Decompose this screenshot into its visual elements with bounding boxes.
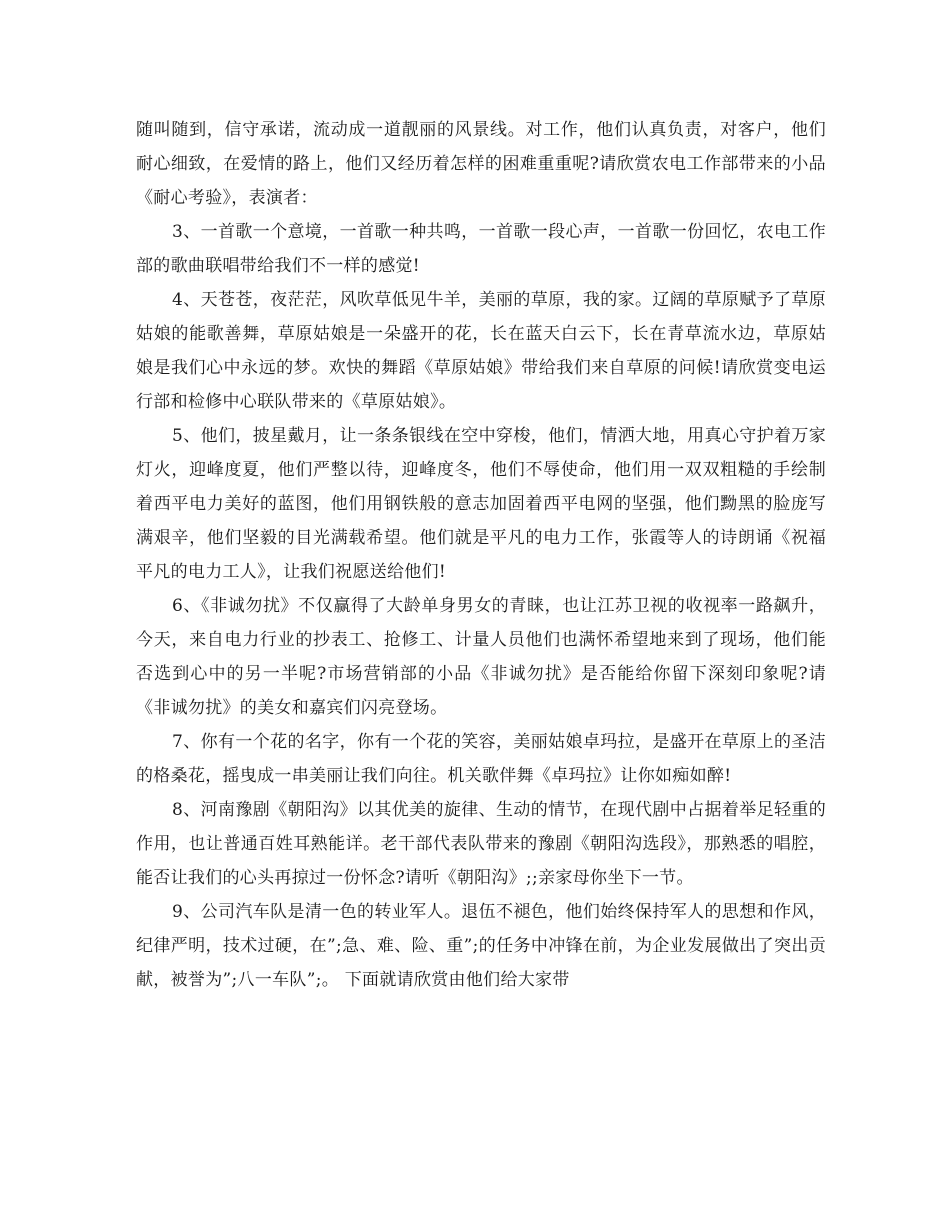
paragraph-7: 8、河南豫剧《朝阳沟》以其优美的旋律、生动的情节，在现代剧中占据着举足轻重的作用，也让普通百姓耳熟能详。老干部代表队带来的豫剧《朝阳沟选段》，那熟悉的唱腔，能否让我们的心头再掠过一份怀念?请听《朝阳沟》;;亲家母你坐下一节。	[136, 800, 826, 888]
paragraph-6: 7、你有一个花的名字，你有一个花的笑容，美丽姑娘卓玛拉，是盛开在草原上的圣洁的格桑花，摇曳成一串美丽让我们向往。机关歌伴舞《卓玛拉》让你如痴如醉!	[136, 732, 826, 786]
paragraph-3: 4、天苍苍，夜茫茫，风吹草低见牛羊，美丽的草原，我的家。辽阔的草原赋予了草原姑娘的能歌善舞，草原姑娘是一朵盛开的花，长在蓝天白云下，长在青草流水边，草原姑娘是我们心中永远的梦。欢快的舞蹈《草原姑娘》带给我们来自草原的问候!请欣赏变电运行部和检修中心联队带来的《草原姑娘》。	[136, 290, 826, 412]
paragraph-1: 随叫随到，信守承诺，流动成一道靓丽的风景线。对工作，他们认真负责，对客户，他们耐心细致，在爱情的路上，他们又经历着怎样的困难重重呢?请欣赏农电工作部带来的小品《耐心考验》，表演者：	[136, 120, 826, 208]
paragraph-5: 6、《非诚勿扰》不仅赢得了大龄单身男女的青睐，也让江苏卫视的收视率一路飙升，今天，来自电力行业的抄表工、抢修工、计量人员他们也满怀希望地来到了现场，他们能否选到心中的另一半呢?市场营销部的小品《非诚勿扰》是否能给你留下深刻印象呢?请《非诚勿扰》的美女和嘉宾们闪亮登场。	[136, 596, 826, 718]
paragraph-2: 3、一首歌一个意境，一首歌一种共鸣，一首歌一段心声，一首歌一份回忆，农电工作部的歌曲联唱带给我们不一样的感觉!	[136, 222, 826, 276]
paragraph-8: 9、公司汽车队是清一色的转业军人。退伍不褪色，他们始终保持军人的思想和作风，纪律严明，技术过硬，在”;急、难、险、重”;的任务中冲锋在前，为企业发展做出了突出贡献，被誉为”;八一车队”;。 下面就请欣赏由他们给大家带	[136, 902, 826, 990]
paragraph-4: 5、他们，披星戴月，让一条条银线在空中穿梭，他们，情洒大地，用真心守护着万家灯火，迎峰度夏，他们严整以待，迎峰度冬，他们不辱使命，他们用一双双粗糙的手绘制着西平电力美好的蓝图，他们用钢铁般的意志加固着西平电网的坚强，他们黝黑的脸庞写满艰辛，他们坚毅的目光满载希望。他们就是平凡的电力工作，张霞等人的诗朗诵《祝福平凡的电力工人》，让我们祝愿送给他们!	[136, 426, 826, 582]
document-body	[136, 113, 826, 997]
